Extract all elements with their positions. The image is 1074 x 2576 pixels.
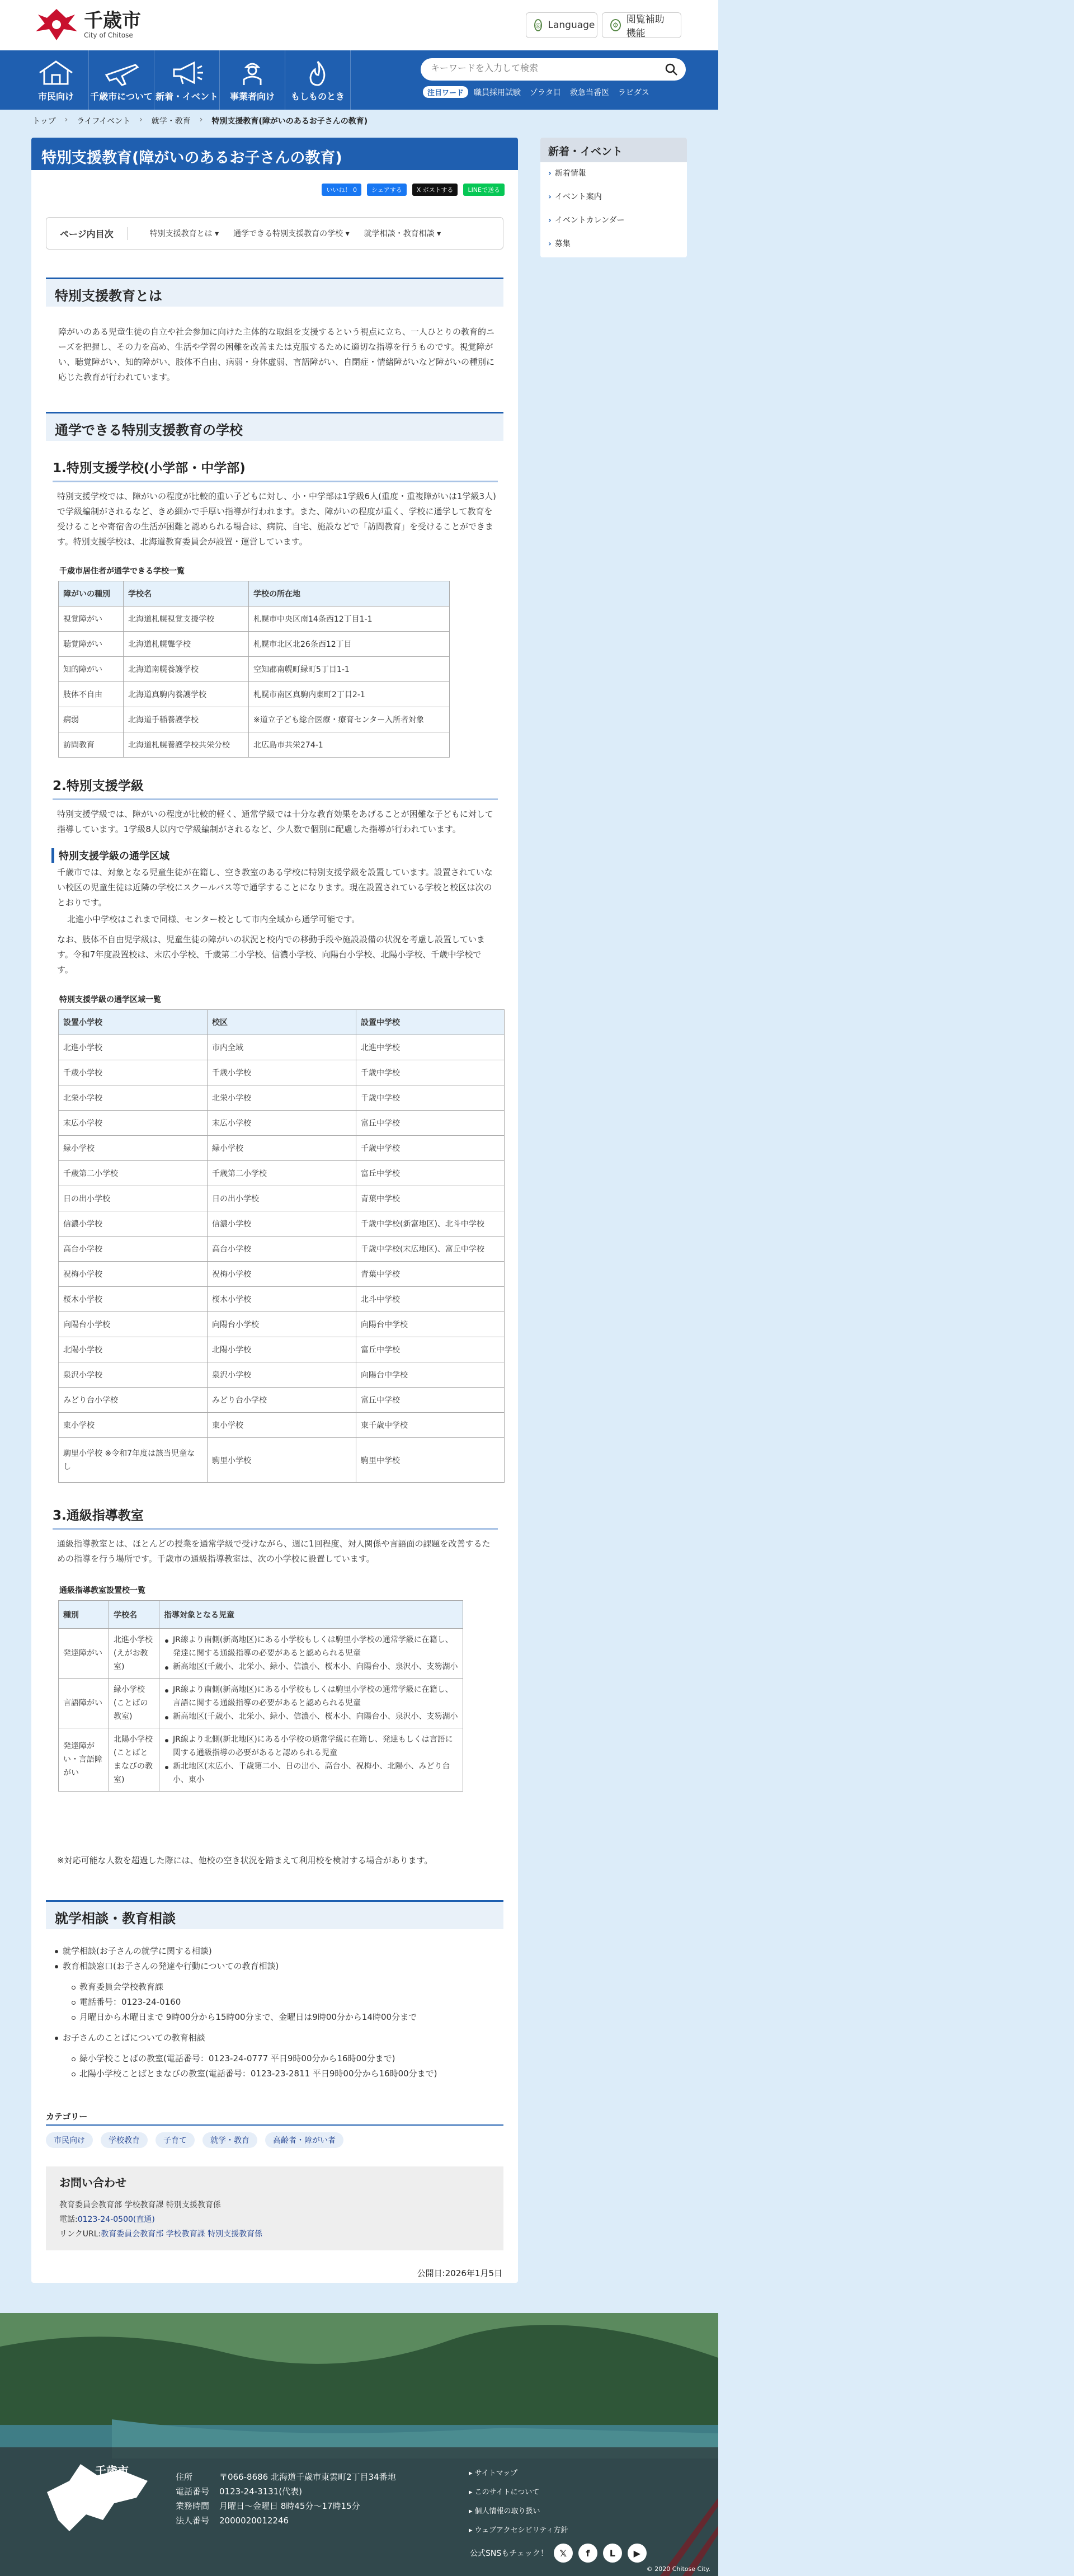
minor-heading: 特別支援学級の通学区域	[51, 848, 169, 863]
subsection-text: 特別支援学級では、障がいの程度が比較的軽く、通常学級では十分な教育効果をあげることが困難な子どもに対して指導しています。1学級8人以内で学級編制がされるなど、少人数で個別に配慮した指導が行われています。	[57, 809, 493, 834]
nav-news-events[interactable]: 新着・イベント	[154, 50, 220, 110]
table-cell: 駒里小学校	[208, 1438, 356, 1483]
table-row	[59, 1337, 505, 1362]
list-item: 新高地区(千歳小、北栄小、緑小、信濃小、桜木小、向陽台小、泉沢小、支笏湖小	[164, 1710, 458, 1723]
footer-logo	[36, 2459, 164, 2539]
table-cell: 日の出小学校	[208, 1186, 356, 1211]
subsection-heading: 1.特別支援学校(小学部・中学部)	[53, 458, 498, 482]
table-cell: 向陽台中学校	[356, 1312, 505, 1337]
list-item: お子さんのことばについての教育相談 緑小学校ことばの教室(電話番号：0123-24-0777 平日9時00分から16時00分まで) 北陽小学校ことばとまなびの教室(電話番号：0123-23-2811 平日9時00分から16時00分まで)	[54, 2030, 496, 2081]
sidebar-item[interactable]: › 新着情報	[540, 162, 687, 186]
toc-link[interactable]: 就学相談・教育相談 ▾	[364, 229, 441, 238]
table-cell: 千歳中学校(新富地区)、北斗中学校	[356, 1211, 505, 1237]
table-cell: 視覚障がい	[59, 607, 124, 632]
table-cell: 向陽台小学校	[208, 1312, 356, 1337]
table-cell: 千歳中学校	[356, 1136, 505, 1161]
list-item: 新高地区(千歳小、北栄小、緑小、信濃小、桜木小、向陽台小、泉沢小、支笏湖小	[164, 1660, 458, 1674]
footer-phone[interactable]: 0123-24-3131(代表)	[219, 2486, 302, 2497]
note: ※対応可能な人数を超過した際には、他校の空き状況を踏まえて利用校を検討する場合があります。	[57, 1855, 433, 1865]
sidebar-title: 新着・イベント	[540, 138, 687, 162]
house-icon	[36, 59, 76, 86]
table-row	[59, 1262, 505, 1287]
share-buttons	[322, 184, 505, 196]
table-row	[59, 1085, 505, 1111]
toc-title: ページ内目次	[60, 227, 128, 240]
table-cell: みどり台小学校	[208, 1388, 356, 1413]
table-header: 設置小学校	[59, 1010, 208, 1035]
table-cell: 北栄小学校	[59, 1085, 208, 1111]
table-cell: 駒里小学校 ※令和7年度は該当児童なし	[59, 1438, 208, 1483]
table-cell	[159, 1679, 463, 1728]
table-cell: 市内全域	[208, 1035, 356, 1060]
table-cell: 富丘中学校	[356, 1388, 505, 1413]
sidebar-item[interactable]: › イベントカレンダー	[540, 209, 687, 233]
table-header: 学校名	[109, 1601, 159, 1629]
table-cell: 向陽台中学校	[356, 1362, 505, 1388]
table-cell: みどり台小学校	[59, 1388, 208, 1413]
breadcrumb-link[interactable]: 就学・教育	[151, 117, 191, 126]
footer-corp-number: 2000020012246	[219, 2516, 289, 2526]
table-cell: 緑小学校	[208, 1136, 356, 1161]
table-row	[59, 1362, 505, 1388]
table-cell: 北海道南幌養護学校	[124, 657, 249, 682]
city-name-en: City of Chitose	[84, 31, 133, 39]
table-cell: 札幌市中央区南14条西12丁目1-1	[249, 607, 450, 632]
facebook-icon[interactable]: f	[578, 2544, 597, 2563]
list-item: 北陽小学校ことばとまなびの教室(電話番号：0123-23-2811 平日9時00分から16時00分まで)	[72, 2066, 496, 2081]
table-cell: 北進小学校	[59, 1035, 208, 1060]
table-cell: 信濃小学校	[59, 1211, 208, 1237]
footer-links	[469, 2464, 568, 2540]
table-row	[59, 1312, 505, 1337]
table-row	[59, 1237, 505, 1262]
category-chip[interactable]: 市民向け	[46, 2132, 93, 2148]
paragraph: 北進小中学校はこれまで同様、センター校として市内全域から通学可能です。	[67, 914, 360, 924]
language-button[interactable]: ◎ Language	[526, 12, 597, 38]
sidebar-item[interactable]: › イベント案内	[540, 186, 687, 209]
facebook-share-button[interactable]: シェアする	[367, 184, 407, 196]
list-item: 月曜日から木曜日まで 9時00分から15時00分まで、金曜日は9時00分から14時00分まで	[72, 2010, 496, 2025]
list-item: JR線より南側(新高地区)にある小学校もしくは駒里小学校の通常学級に在籍し、言語に関する通級指導の必要があると認められる児童	[164, 1683, 458, 1710]
footer-link[interactable]: ▸ このサイトについて	[469, 2483, 568, 2502]
table-caption: 特別支援学級の通学区域一覧	[59, 995, 161, 1004]
nav-emergency[interactable]: もしものとき	[285, 50, 351, 110]
x-post-button[interactable]: X ポストする	[412, 184, 458, 196]
table-cell: 言語障がい	[59, 1679, 109, 1728]
footer-link[interactable]: ▸ 個人情報の取り扱い	[469, 2502, 568, 2521]
table-row	[59, 1161, 505, 1186]
table-row	[59, 1287, 505, 1312]
table-row	[59, 1679, 463, 1728]
table-cell: 緑小学校	[59, 1136, 208, 1161]
global-nav	[0, 50, 718, 110]
table-header: 学校名	[124, 581, 249, 607]
header	[0, 0, 718, 50]
table-cell: 北海道札幌聾学校	[124, 632, 249, 657]
table-cell: 向陽台小学校	[59, 1312, 208, 1337]
table-caption: 千歳市居住者が通学できる学校一覧	[59, 567, 185, 576]
table-cell: 日の出小学校	[59, 1186, 208, 1211]
table-cell: 空知郡南幌町緑町5丁目1-1	[249, 657, 450, 682]
table-row	[59, 682, 450, 707]
table-cell: 発達障がい	[59, 1629, 109, 1679]
table-cell: 祝梅小学校	[208, 1262, 356, 1287]
fire-icon	[298, 59, 337, 86]
footer-hours: 月曜日～金曜日 8時45分～17時15分	[219, 2501, 360, 2511]
table-cell: 祝梅小学校	[59, 1262, 208, 1287]
table-cell: 青葉中学校	[356, 1186, 505, 1211]
table-cell: 東小学校	[208, 1413, 356, 1438]
table-cell: 高台小学校	[59, 1237, 208, 1262]
table-cell: 北海道真駒内養護学校	[124, 682, 249, 707]
table-row	[59, 1060, 505, 1085]
table-header: 学校の所在地	[249, 581, 450, 607]
list-item: JR線より北側(新北地区)にある小学校の通常学級に在籍し、発達もしくは言語に関する通級指導の必要があると認められる児童	[164, 1733, 458, 1760]
school-district-table	[58, 1009, 505, 1483]
published-date: 公開日:2026年1月5日	[417, 2268, 502, 2278]
list-item: 電話番号：0123-24-0160	[72, 1995, 496, 2010]
list-item: 緑小学校ことばの教室(電話番号：0123-24-0777 平日9時00分から16時00分まで)	[72, 2051, 496, 2066]
table-cell: 北陽小学校	[208, 1337, 356, 1362]
breadcrumb-link[interactable]: トップ	[32, 117, 56, 126]
table-cell: 東千歳中学校	[356, 1413, 505, 1438]
search-icon[interactable]	[665, 63, 678, 76]
table-cell: 病弱	[59, 707, 124, 732]
inquiry-title: お問い合わせ	[59, 2176, 126, 2189]
footer-city-name: 千歳市	[95, 2464, 129, 2478]
table-cell: 北陽小学校(ことばとまなびの教室)	[109, 1728, 159, 1792]
table-row	[59, 1413, 505, 1438]
sns-label: 公式SNSもチェック！	[470, 2549, 548, 2558]
table-cell: 千歳小学校	[208, 1060, 356, 1085]
list-item: 教育相談窓口(お子さんの発達や行動についての教育相談) 教育委員会学校教育課 電話番号：0123-24-0160 月曜日から木曜日まで 9時00分から15時00分まで、金曜日は9時00分から14時00分まで	[54, 1959, 496, 2025]
table-row	[59, 1136, 505, 1161]
categories	[46, 2110, 503, 2148]
table-row	[59, 707, 450, 732]
table-cell: 発達障がい・言語障がい	[59, 1728, 109, 1792]
toc-link[interactable]: 特別支援教育とは ▾	[149, 229, 219, 238]
table-cell: 北栄小学校	[208, 1085, 356, 1111]
search-input[interactable]	[431, 63, 654, 73]
toc-link[interactable]: 通学できる特別支援教育の学校 ▾	[233, 229, 350, 238]
table-cell: 駒里中学校	[356, 1438, 505, 1483]
sidebar-item[interactable]: › 募集	[540, 233, 687, 256]
table-cell: 緑小学校(ことばの教室)	[109, 1679, 159, 1728]
table-row	[59, 1438, 505, 1483]
table-cell: 千歳中学校(末広地区)、富丘中学校	[356, 1237, 505, 1262]
table-row	[59, 1111, 505, 1136]
table-cell: ※道立子ども総合医療・療育センター入所者対象	[249, 707, 450, 732]
table-cell: 北進小学校(えがお教室)	[109, 1629, 159, 1679]
table-row	[59, 657, 450, 682]
subsection-heading: 2.特別支援学級	[53, 775, 498, 800]
table-cell: 東小学校	[59, 1413, 208, 1438]
list-item: 就学相談(お子さんの就学に関する相談)	[54, 1944, 496, 1959]
table-cell: 千歳中学校	[356, 1060, 505, 1085]
inquiry-dept-link[interactable]: 教育委員会教育部 学校教育課 特別支援教育係	[101, 2230, 263, 2239]
keyword-link[interactable]: ゾラタ目	[530, 88, 561, 97]
table-row	[59, 1629, 463, 1679]
table-row	[59, 1728, 463, 1792]
section-heading: 就学相談・教育相談	[46, 1900, 503, 1929]
table-row	[59, 607, 450, 632]
section-heading: 通学できる特別支援教育の学校	[46, 412, 503, 441]
table-cell: 千歳中学校	[356, 1085, 505, 1111]
crane-emblem-icon	[34, 7, 79, 43]
globe-icon: ◎	[534, 19, 542, 31]
table-header: 障がいの種別	[59, 581, 124, 607]
table-header: 校区	[208, 1010, 356, 1035]
site-search	[421, 58, 686, 81]
nav-business[interactable]: 事業者向け	[220, 50, 285, 110]
list-item: 教育委員会学校教育課	[72, 1980, 496, 1995]
gear-icon: ⚙	[610, 19, 621, 31]
keyword-link[interactable]: ラピダス	[618, 88, 649, 97]
table-row	[59, 1035, 505, 1060]
footer-link[interactable]: ▸ サイトマップ	[469, 2464, 568, 2483]
footer-link[interactable]: ▸ ウェブアクセシビリティ方針	[469, 2521, 568, 2540]
table-header: 設置中学校	[356, 1010, 505, 1035]
consultation-list	[54, 1944, 496, 2081]
subsection-text: 通級指導教室とは、ほとんどの授業を通常学級で受けながら、週に1回程度、対人関係や言語面の課題を改善するための指導を行う場所です。千歳市の通級指導教室は、次の小学校に設置しています。	[57, 1539, 491, 1564]
table-cell	[159, 1629, 463, 1679]
facebook-like-button[interactable]: いいね！ 0	[322, 184, 361, 196]
paragraph: 千歳市では、対象となる児童生徒が在籍し、空き教室のある学校に特別支援学級を設置しています。設置されていない校区の児童生徒は近隣の学校にスクールバス等で通学することになります。現在設置されている学校と校区は次のとおりです。	[57, 867, 493, 908]
table-cell: 桜木小学校	[59, 1287, 208, 1312]
x-icon[interactable]: 𝕏	[554, 2544, 573, 2563]
table-cell: 肢体不自由	[59, 682, 124, 707]
breadcrumb: トップ › ライフイベント › 就学・教育 › 特別支援教育(障がいのあるお子さんの教育)	[32, 115, 368, 126]
special-school-table	[58, 581, 450, 758]
table-cell: 北海道札幌視覚支援学校	[124, 607, 249, 632]
list-item: 新北地区(末広小、千歳第二小、日の出小、高台小、祝梅小、北陽小、みどり台小、東小	[164, 1760, 458, 1787]
table-row	[59, 1186, 505, 1211]
table-cell: 青葉中学校	[356, 1262, 505, 1287]
youtube-icon[interactable]: ▶	[628, 2544, 647, 2563]
worker-icon	[233, 59, 272, 86]
breadcrumb-current: 特別支援教育(障がいのあるお子さんの教育)	[211, 117, 368, 126]
keyword-link[interactable]: 職員採用試験	[474, 88, 521, 97]
line-icon[interactable]: L	[603, 2544, 622, 2563]
section-text: 障がいのある児童生徒の自立や社会参加に向けた主体的な取組を支援するという視点に立ち、一人ひとりの教育的ニーズを把握し、その力を高め、生活や学習の困難を改善または克服するために適切な指導を行うものです。視覚障がい、聴覚障がい、知的障がい、肢体不自由、病弱・身体虚弱、言語障がい、自閉症・情緒障がいなど障がいの種別に応じた教育が行われています。	[58, 327, 495, 382]
subsection-text: 特別支援学校では、障がいの程度が比較的重い子どもに対し、小・中学部は1学級6人(重度・重複障がいは1学級3人)で学級編制がされるなど、きめ細かで手厚い指導が行われます。また、障がいの程度が重く、学校に通学して教育を受けることや寄宿舎の生活が困難と認められる場合は、病院、自宅、施設などで「訪問教育」を受けることができます。特別支援学校は、北海道教育委員会が設置・運営しています。	[57, 491, 496, 547]
table-cell: 高台小学校	[208, 1237, 356, 1262]
city-name: 千歳市	[84, 10, 141, 32]
copyright: © 2020 Chitose City.	[646, 2565, 710, 2573]
main-content	[31, 138, 518, 2283]
footer-info: 住所 〒066-8686 北海道千歳市東雲町2丁目34番地 電話番号 0123-24-3131(代表) 業務時間 月曜日～金曜日 8時45分～17時15分 法人番号 2000020012246	[176, 2472, 396, 2526]
table-cell: 千歳第二小学校	[208, 1161, 356, 1186]
category-chip[interactable]: 就学・教育	[202, 2132, 257, 2148]
table-cell: 北広島市共栄274-1	[249, 732, 450, 758]
line-share-button[interactable]: LINEで送る	[463, 184, 505, 196]
section-heading: 特別支援教育とは	[46, 278, 503, 307]
inquiry-dept: 教育委員会教育部 学校教育課 特別支援教育係	[59, 2201, 221, 2210]
paragraph: なお、肢体不自由児学級は、児童生徒の障がいの状況と校内での移動手段や施設設備の状況を考慮し設置しています。令和7年度設置校は、末広小学校、千歳第二小学校、信濃小学校、向陽台小学校、北陽小学校、千歳中学校です。	[57, 934, 486, 975]
table-caption: 通級指導教室設置校一覧	[59, 1586, 145, 1595]
footer-sns	[470, 2544, 647, 2563]
table-cell: 千歳小学校	[59, 1060, 208, 1085]
table-cell: 泉沢小学校	[59, 1362, 208, 1388]
table-row	[59, 632, 450, 657]
breadcrumb-link[interactable]: ライフイベント	[77, 117, 131, 126]
table-cell: 末広小学校	[59, 1111, 208, 1136]
city-logo[interactable]	[34, 7, 141, 43]
page-title: 特別支援教育(障がいのあるお子さんの教育)	[31, 138, 518, 170]
table-cell: 聴覚障がい	[59, 632, 124, 657]
categories-label: カテゴリー	[46, 2110, 503, 2126]
table-cell: 知的障がい	[59, 657, 124, 682]
featured-keywords-tag: 注目ワード	[423, 86, 468, 98]
category-chip[interactable]: 学校教育	[101, 2132, 148, 2148]
page-toc	[46, 217, 503, 250]
resource-room-table	[58, 1600, 463, 1792]
footer	[0, 2313, 718, 2576]
table-cell: 末広小学校	[208, 1111, 356, 1136]
table-cell: 富丘中学校	[356, 1337, 505, 1362]
sidebar	[540, 138, 687, 257]
table-cell: 北陽小学校	[59, 1337, 208, 1362]
airplane-icon	[102, 59, 141, 86]
footer-address: 〒066-8686 北海道千歳市東雲町2丁目34番地	[219, 2472, 396, 2482]
table-row	[59, 732, 450, 758]
table-header: 指導対象となる児童	[159, 1601, 463, 1629]
list-item: JR線より南側(新高地区)にある小学校もしくは駒里小学校の通常学級に在籍し、発達に関する通級指導の必要があると認められる児童	[164, 1633, 458, 1660]
inquiry-box: お問い合わせ 教育委員会教育部 学校教育課 特別支援教育係 電話:0123-24-0500(直通) リンクURL:教育委員会教育部 学校教育課 特別支援教育係	[46, 2166, 503, 2250]
table-cell: 札幌市南区真駒内東町2丁目2-1	[249, 682, 450, 707]
table-cell: 北進中学校	[356, 1035, 505, 1060]
nav-about-city[interactable]: 千歳市について	[89, 50, 154, 110]
table-cell: 富丘中学校	[356, 1111, 505, 1136]
subsection-heading: 3.通級指導教室	[53, 1505, 498, 1530]
table-cell: 北斗中学校	[356, 1287, 505, 1312]
table-cell: 訪問教育	[59, 732, 124, 758]
table-cell: 桜木小学校	[208, 1287, 356, 1312]
table-cell	[159, 1728, 463, 1792]
inquiry-phone-link[interactable]: 0123-24-0500(直通)	[77, 2215, 155, 2224]
table-cell: 富丘中学校	[356, 1161, 505, 1186]
table-row	[59, 1211, 505, 1237]
category-chip[interactable]: 高齢者・障がい者	[265, 2132, 343, 2148]
category-chip[interactable]: 子育て	[156, 2132, 195, 2148]
table-cell: 泉沢小学校	[208, 1362, 356, 1388]
table-cell: 札幌市北区北26条西12丁目	[249, 632, 450, 657]
featured-keywords	[423, 86, 658, 98]
table-cell: 信濃小学校	[208, 1211, 356, 1237]
table-header: 種別	[59, 1601, 109, 1629]
keyword-link[interactable]: 救急当番医	[569, 88, 609, 97]
table-cell: 千歳第二小学校	[59, 1161, 208, 1186]
table-cell: 北海道札幌養護学校共栄分校	[124, 732, 249, 758]
accessibility-support-button[interactable]: ⚙ 閲覧補助機能	[602, 12, 681, 38]
nav-citizens[interactable]: 市民向け	[23, 50, 89, 110]
megaphone-icon	[167, 59, 206, 86]
table-row	[59, 1388, 505, 1413]
table-cell: 北海道手稲養護学校	[124, 707, 249, 732]
